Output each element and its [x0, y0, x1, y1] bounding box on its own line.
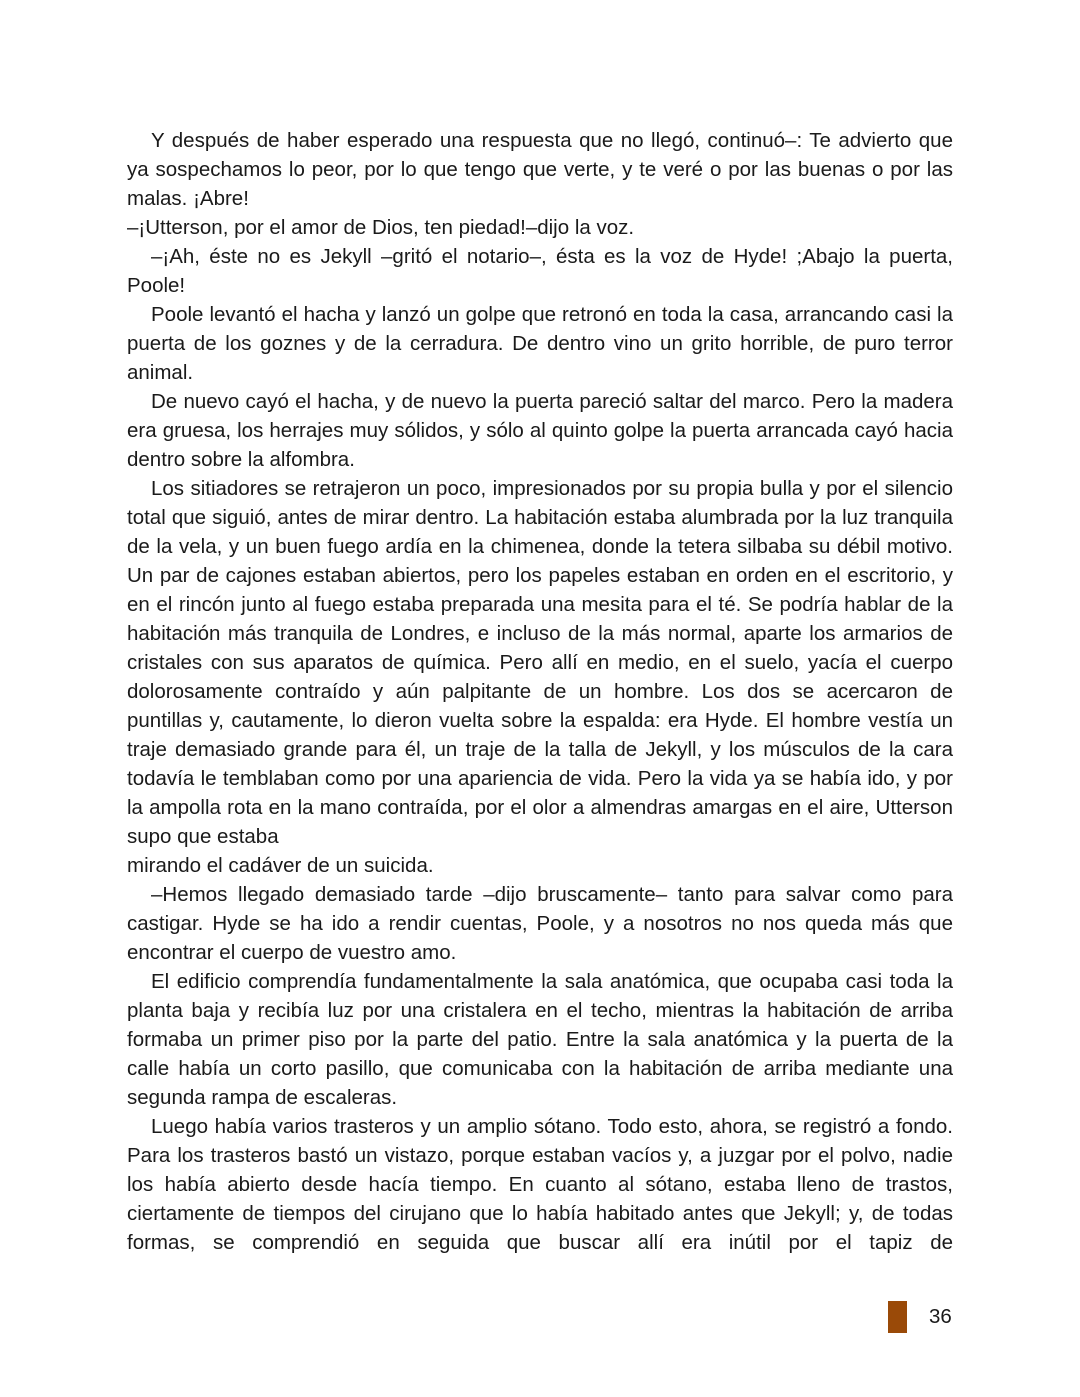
- paragraph: Poole levantó el hacha y lanzó un golpe que retronó en toda la casa, arrancando casi la puerta de los goznes y de la cerradura. De dentro vino un grito horrible, de puro terror animal.: [127, 303, 953, 384]
- paragraph: –Hemos llegado demasiado tarde –dijo bruscamente– tanto para salvar como para castigar. Hyde se ha ido a rendir cuentas, Poole, y a nosotros no nos queda más que encontrar el cuerpo de vuestro amo.: [127, 883, 953, 964]
- paragraph: –¡Utterson, por el amor de Dios, ten piedad!–dijo la voz.: [127, 216, 635, 239]
- paragraph: Luego había varios trasteros y un amplio sótano. Todo esto, ahora, se registró a fondo. Para los trasteros bastó un vistazo, porque estaban vacíos y, a juzgar por el polvo, nadie los había abierto desde hacía tiempo. En cuanto al sótano, estaba lleno de trastos, ciertamente de tiempos del cirujano que lo había habitado antes que Jekyll; y, de todas formas, se comprendió en seguida que buscar allí era inútil por el tapiz de: [127, 1115, 953, 1254]
- paragraph: Y después de haber esperado una respuesta que no llegó, continuó–: Te advierto que ya sospechamos lo peor, por lo que tengo que verte, y te veré o por las buenas o por las malas. ¡Abre!: [127, 129, 953, 210]
- page-number: 36: [929, 1305, 952, 1328]
- paragraph: De nuevo cayó el hacha, y de nuevo la puerta pareció saltar del marco. Pero la madera era gruesa, los herrajes muy sólidos, y sólo al quinto golpe la puerta arrancada cayó hacia dentro sobre la alfombra.: [127, 390, 953, 471]
- paragraph: El edificio comprendía fundamentalmente la sala anatómica, que ocupaba casi toda la planta baja y recibía luz por una cristalera en el techo, mientras la habitación de arriba formaba un primer piso por la parte del patio. Entre la sala anatómica y la puerta de la calle había un corto pasillo, que comunicaba con la habitación de arriba mediante una segunda rampa de escaleras.: [127, 970, 953, 1109]
- page-footer: [888, 1301, 952, 1333]
- page-body: [127, 126, 953, 1257]
- paragraph: mirando el cadáver de un suicida.: [127, 854, 434, 877]
- page-marker-bar: [888, 1301, 907, 1333]
- paragraph: –¡Ah, éste no es Jekyll –gritó el notario–, ésta es la voz de Hyde! ;Abajo la puerta, Poole!: [127, 245, 953, 297]
- paragraph: Los sitiadores se retrajeron un poco, impresionados por su propia bulla y por el silencio total que siguió, antes de mirar dentro. La habitación estaba alumbrada por la luz tranquila de la vela, y un buen fuego ardía en la chimenea, donde la tetera silbaba su débil motivo. Un par de cajones estaban abiertos, pero los papeles estaban en orden en el escritorio, y en el rincón junto al fuego estaba preparada una mesita para el té. Se podría hablar de la habitación más tranquila de Londres, e incluso de la más normal, aparte los armarios de cristales con sus aparatos de química. Pero allí en medio, en el suelo, yacía el cuerpo dolorosamente contraído y aún palpitante de un hombre. Los dos se acercaron de puntillas y, cautamente, lo dieron vuelta sobre la espalda: era Hyde. El hombre vestía un traje demasiado grande para él, un traje de la talla de Jekyll, y los músculos de la cara todavía le temblaban como por una apariencia de vida. Pero la vida ya se había ido, y por la ampolla rota en la mano contraída, por el olor a almendras amargas en el aire, Utterson supo que estaba: [127, 477, 953, 848]
